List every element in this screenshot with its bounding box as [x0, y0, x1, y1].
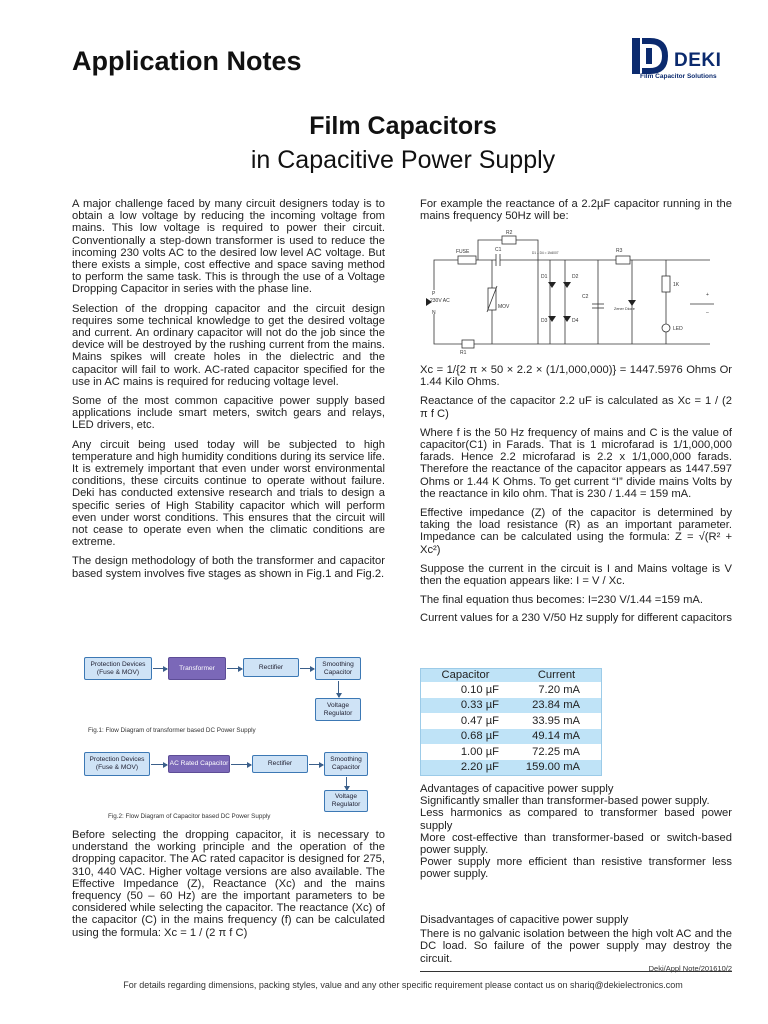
circuit-diagram	[420, 226, 732, 358]
list-item: More cost-effective than transformer-based or switch-based power supply.	[420, 831, 732, 857]
right-column-lower	[420, 364, 732, 625]
table-cell: 0.33 µF	[420, 698, 511, 714]
paragraph: Selection of the dropping capacitor and the circuit design requires some technical knowledge to get the desired voltage and current. An ordinary capacitor will not do the job since the device will be destroyed by the rushing current from the mains. Mains spikes will create holes in the dielectric and the capacitor will fail to work. AC-rated capacitor specified for the use in AC mains is required for reducing voltage level.	[72, 302, 385, 388]
paragraph: Some of the most common capacitive power supply based applications include smart meters, switch gears and relays, LED drivers, etc.	[72, 395, 385, 432]
flow-arrow	[153, 668, 167, 669]
circuit-label: C1	[495, 247, 502, 253]
page-header-title: Application Notes	[72, 46, 302, 76]
circuit-label: P	[432, 291, 436, 297]
document-reference: Deki/Appl Note/201610/2	[648, 964, 732, 973]
divider	[420, 971, 732, 972]
figure-1-flow-diagram	[84, 654, 384, 734]
paragraph: Any circuit being used today will be subjected to high temperature and high humidity conditions during its service life. It is extremely important that even under worst environmental conditions, these circuits continue to operate without failure. Deki has conducted extensive research and trials to design a specific series of High Stability capacitor which will perform even under worst conditions. This ensures that the circuit will not cease to operate even when the climatic conditions are extreme.	[72, 438, 385, 549]
table-row	[420, 760, 602, 776]
table-cell: 0.68 µF	[420, 729, 511, 745]
table-cell: 0.47 µF	[460, 714, 499, 727]
company-logo	[632, 36, 742, 86]
circuit-label: R2	[506, 230, 513, 236]
paragraph: The final equation thus becomes: I=230 V/1.44 =159 mA.	[420, 594, 703, 607]
right-column	[420, 198, 732, 229]
flow-box-transformer: Transformer	[168, 657, 226, 680]
flow-arrow	[346, 777, 347, 790]
flow-arrow	[231, 764, 251, 765]
document-title: Film Capacitors	[309, 112, 497, 140]
page-footer: For details regarding dimensions, packing styles, value and any other specific requirement please contact us on shariq@dekielectronics.com	[123, 980, 683, 990]
circuit-label: R3	[616, 248, 623, 254]
table-header-row	[420, 668, 602, 682]
figure-caption: Fig.1: Flow Diagram of transformer based DC Power Supply	[88, 727, 256, 734]
flow-box-rectifier: Rectifier	[252, 755, 308, 773]
figure-2-flow-diagram	[84, 750, 384, 820]
paragraph: Suppose the current in the circuit is I and Mains voltage is V then the equation appears like: I = V / Xc.	[420, 562, 732, 588]
flow-box-regulator: Voltage Regulator	[315, 698, 361, 721]
logo-mark-icon	[632, 38, 672, 74]
document-subtitle: in Capacitive Power Supply	[250, 146, 556, 174]
circuit-label: 230V AC	[430, 298, 450, 304]
circuit-label: –	[706, 310, 709, 316]
advantages-section	[420, 783, 732, 881]
flow-box-protection: Protection Devices (Fuse & MOV)	[84, 752, 150, 776]
table-cell: 33.95 mA	[532, 714, 580, 727]
circuit-label: +	[706, 292, 709, 298]
left-column-lower	[72, 829, 385, 946]
flow-arrow	[227, 668, 242, 669]
flow-box-ac-capacitor: AC Rated Capacitor	[168, 755, 230, 773]
paragraph: For example the reactance of a 2.2µF capacitor running in the mains frequency 50Hz will be:	[420, 198, 732, 223]
paragraph: The design methodology of both the transformer and capacitor based system involves five stages as shown in Fig.1 and Fig.2.	[72, 555, 385, 580]
flow-arrow	[300, 668, 314, 669]
flow-box-protection: Protection Devices (Fuse & MOV)	[84, 657, 152, 680]
flow-box-regulator: Voltage Regulator	[324, 790, 368, 812]
circuit-label: N	[432, 310, 436, 316]
logo-tagline: Film Capacitor Solutions	[640, 73, 717, 80]
table-row	[420, 744, 602, 760]
circuit-label: R1	[460, 350, 467, 356]
list-item: Power supply more efficient than resistive transformer less power supply.	[420, 856, 732, 881]
table-row	[420, 729, 602, 745]
logo-wordmark: DEKI	[674, 50, 722, 71]
paragraph: Where f is the 50 Hz frequency of mains and C is the value of capacitor(C1) in Farads. That is 1 microfarad is 1/1,000,000 farads. Hence 2.2 microfarad is 2.2 x 1/1,000,000 farads. Therefore the reactance of the capacitor appears as 1447.597 Ohms or 1.44 K Ohms. To get current “I” divide mains Volts by the reactance in kilo ohm. That is 230 / 1.44 = 159 mA.	[420, 426, 732, 500]
disadvantages-section	[420, 914, 732, 965]
paragraph: Reactance of the capacitor 2.2 uF is calculated as Xc = 1 / (2 π f C)	[420, 395, 732, 420]
flow-box-smoothing: Smoothing Capacitor	[324, 752, 368, 776]
advantages-heading: Advantages of capacitive power supply	[420, 783, 614, 795]
table-cell: 49.14 mA	[511, 729, 602, 745]
table-header-cell: Current	[511, 668, 602, 682]
flow-box-rectifier: Rectifier	[243, 658, 299, 677]
paragraph: There is no galvanic isolation between the high volt AC and the DC load. So failure of the power supply may destroy the circuit.	[420, 928, 732, 965]
paragraph: A major challenge faced by many circuit designers today is to obtain a low voltage by reducing the incoming voltage from mains. This low voltage is required to power their circuit. Conventionally a step-down transformer is used to reduce the incoming 230 volts AC to the desired low level AC voltage. But there exists a simple, cost effective and space saving method to perform the same task. This is through the use of a Voltage Dropping Capacitor in series with the phase line.	[72, 198, 385, 296]
circuit-label: LED	[673, 326, 683, 332]
circuit-label: D3	[541, 318, 548, 324]
table-header-cell: Capacitor	[420, 668, 511, 682]
circuit-label: Zener Diode	[614, 307, 635, 311]
table-cell: 1.00 µF	[460, 745, 499, 758]
paragraph: Current values for a 230 V/50 Hz supply for different capacitors	[420, 612, 732, 625]
flow-arrow	[338, 681, 339, 697]
list-item: Significantly smaller than transformer-based power supply.	[420, 795, 710, 808]
table-row	[420, 698, 602, 714]
circuit-label: D1 – D4 = 1N4007	[532, 251, 559, 255]
table-cell: 7.20 mA	[538, 683, 580, 696]
table-cell: 72.25 mA	[532, 745, 580, 758]
paragraph: Effective impedance (Z) of the capacitor is determined by taking the load resistance (R) as an important parameter. Impedance can be calculated using the formula: Z = √(R² + Xc²)	[420, 507, 732, 556]
flow-box-smoothing: Smoothing Capacitor	[315, 657, 361, 680]
current-values-table	[420, 668, 602, 775]
table-cell: 159.00 mA	[511, 760, 602, 776]
circuit-label: C2	[582, 294, 589, 300]
paragraph: Xc = 1/{2 π × 50 × 2.2 × (1/1,000,000)} = 1447.5976 Ohms Or 1.44 Kilo Ohms.	[420, 364, 732, 389]
disadvantages-heading: Disadvantages of capacitive power supply	[420, 914, 629, 926]
table-cell: 23.84 mA	[511, 698, 602, 714]
list-item: Less harmonics as compared to transformer based power supply	[420, 807, 732, 832]
circuit-label: D2	[572, 274, 579, 280]
circuit-label: D4	[572, 318, 579, 324]
table-cell: 0.10 µF	[460, 683, 499, 696]
table-row	[420, 713, 602, 729]
circuit-label: MOV	[498, 304, 510, 310]
paragraph: Before selecting the dropping capacitor, it is necessary to understand the working principle and the operation of the dropping capacitor. The AC rated capacitor is designed for 275, 310, 440 VAC. Higher voltage versions are also available. The Effective Impedance (Z), Reactance (Xc) and the mains frequency (50 – 60 Hz) are the important parameters to be considered while selecting the capacitor. The reactance (Xc) of the capacitor (C) in the mains frequency (f) can be calculated using the formula: Xc = 1 / (2 π f C)	[72, 829, 385, 939]
circuit-label: FUSE	[456, 249, 470, 255]
flow-arrow	[151, 764, 167, 765]
flow-arrow	[309, 764, 323, 765]
circuit-label: D1	[541, 274, 548, 280]
table-cell: 2.20 µF	[420, 760, 511, 776]
left-column	[72, 198, 385, 587]
table-row	[420, 682, 602, 698]
figure-caption: Fig.2: Flow Diagram of Capacitor based DC Power Supply	[108, 813, 271, 820]
circuit-label: 1K	[673, 282, 680, 288]
